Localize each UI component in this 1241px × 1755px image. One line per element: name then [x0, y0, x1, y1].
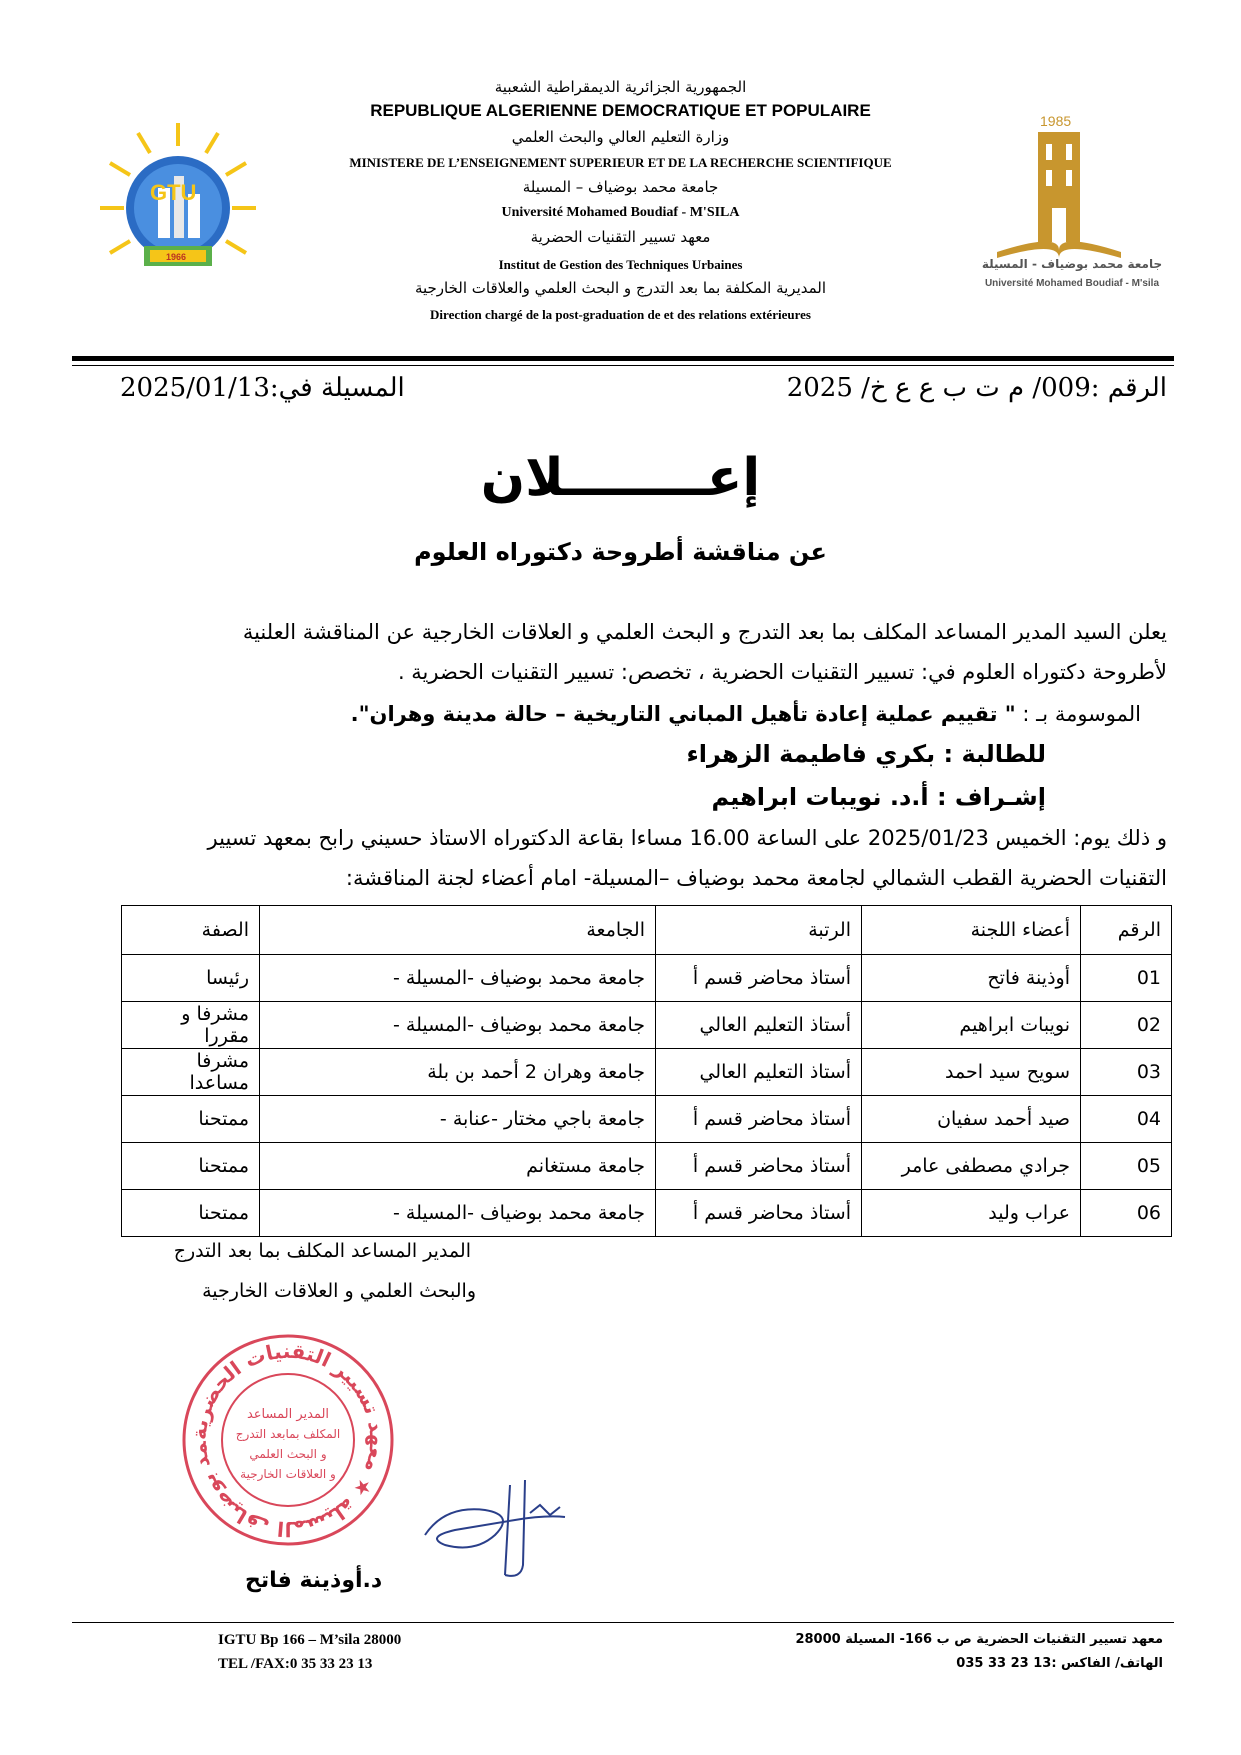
header-university-fr: Université Mohamed Boudiaf - M'SILA	[501, 205, 740, 220]
body-paragraph-1: يعلن السيد المدير المساعد المكلف بما بعد التدرج و البحث العلمي و العلاقات الخارجية عن المناقشة العلنية	[242, 620, 1167, 644]
signatory-title-line2: والبحث العلمي و العلاقات الخارجية	[202, 1280, 476, 1302]
signatory-name: د.أوذينة فاتح	[245, 1568, 383, 1593]
header-republic-ar: الجمهورية الجزائرية الديمقراطية الشعبية	[494, 78, 747, 96]
member-rank: أستاذ محاضر قسم أ	[656, 955, 862, 1002]
table-row	[122, 1049, 1172, 1096]
table-row	[122, 1002, 1172, 1049]
jury-table	[121, 905, 1172, 1237]
member-role: مشرفا مساعدا	[122, 1049, 260, 1096]
stamp-line-3: و البحث العلمي	[249, 1447, 327, 1461]
member-role: رئيسا	[122, 955, 260, 1002]
stamp-line-2: المكلف بمابعد التدرج	[235, 1427, 341, 1441]
table-header-row	[122, 906, 1172, 955]
column-header-role: الصفة	[122, 906, 260, 955]
member-rank: أستاذ التعليم العالي	[656, 1049, 862, 1096]
footer-phone-ar: الهاتف/ الفاكس :13 23 33 035	[956, 1656, 1163, 1671]
table-row	[122, 1143, 1172, 1190]
table-row	[122, 955, 1172, 1002]
gtu-year-badge: 1966	[166, 252, 187, 262]
official-stamp	[178, 1330, 398, 1550]
table-row	[122, 1096, 1172, 1143]
member-name: صيد أحمد سفيان	[862, 1096, 1081, 1143]
member-rank: أستاذ التعليم العالي	[656, 1002, 862, 1049]
member-role: ممتحنا	[122, 1096, 260, 1143]
gtu-letters: GTU	[150, 180, 197, 205]
stamp-line-1: المدير المساعد	[246, 1407, 330, 1422]
header-university-ar: جامعة محمد بوضياف – المسيلة	[522, 178, 719, 196]
university-logo-year: 1985	[1040, 113, 1072, 129]
header-divider-thick	[72, 356, 1174, 361]
footer-address-fr: IGTU Bp 166 – M’sila 28000	[218, 1632, 402, 1648]
member-rank: أستاذ محاضر قسم أ	[656, 1143, 862, 1190]
column-header-number: الرقم	[1081, 906, 1172, 955]
table-row	[122, 1190, 1172, 1237]
header-direction-ar: المديرية المكلفة بما بعد التدرج و البحث العلمي والعلاقات الخارجية	[414, 279, 827, 297]
body-paragraph-2: لأطروحة دكتوراه العلوم في: تسيير التقنيات الحضرية ، تخصص: تسيير التقنيات الحضرية .	[397, 660, 1167, 684]
stamp-ring-text: مد بوضياف المسيلة ★ معهد تسيير التقنيات الحضرية	[186, 1338, 390, 1542]
footer-divider	[72, 1622, 1174, 1623]
row-number: 03	[1081, 1049, 1172, 1096]
member-name: أوذينة فاتح	[862, 955, 1081, 1002]
signatory-title-line1: المدير المساعد المكلف بما بعد التدرج	[173, 1240, 471, 1262]
row-number: 04	[1081, 1096, 1172, 1143]
member-university: جامعة مستغانم	[260, 1143, 656, 1190]
column-header-university: الجامعة	[260, 906, 656, 955]
member-name: عراب وليد	[862, 1190, 1081, 1237]
row-number: 06	[1081, 1190, 1172, 1237]
row-number: 05	[1081, 1143, 1172, 1190]
header-institute-ar: معهد تسيير التقنيات الحضرية	[530, 228, 711, 246]
member-university: جامعة محمد بوضياف -المسيلة -	[260, 1190, 656, 1237]
footer-address-ar: معهد تسيير التقنيات الحضرية ص ب 166- المسيلة 28000	[795, 1632, 1163, 1647]
stamp-line-4: و العلاقات الخارجية	[240, 1467, 336, 1481]
header-divider-thin	[72, 365, 1174, 366]
header-direction-fr: Direction chargé de la post-graduation de et des relations extérieures	[430, 307, 811, 322]
supervisor-name: إشـراف : أ.د. نويبات ابراهيم	[711, 783, 1046, 811]
member-university: جامعة محمد بوضياف -المسيلة -	[260, 1002, 656, 1049]
member-role: مشرفا و مقررا	[122, 1002, 260, 1049]
handwritten-signature	[415, 1475, 575, 1585]
thesis-label: الموسومة بـ :	[1015, 702, 1141, 726]
member-university: جامعة محمد بوضياف -المسيلة -	[260, 955, 656, 1002]
body-paragraph-5: التقنيات الحضرية القطب الشمالي لجامعة محمد بوضياف –المسيلة- امام أعضاء لجنة المناقشة:	[345, 866, 1167, 890]
header-republic-fr: REPUBLIQUE ALGERIENNE DEMOCRATIQUE ET POPULAIRE	[370, 101, 871, 120]
university-logo-name-ar: جامعة محمد بوضياف - المسيلة	[981, 257, 1163, 271]
header-ministry-fr: MINISTERE DE L’ENSEIGNEMENT SUPERIEUR ET DE LA RECHERCHE SCIENTIFIQUE	[349, 155, 892, 170]
member-role: ممتحنا	[122, 1143, 260, 1190]
body-paragraph-4: و ذلك يوم: الخميس 2025/01/23 على الساعة 16.00 مساءا بقاعة الدكتوراه الاستاذ حسيني رابح بمعهد تسيير	[207, 826, 1167, 850]
university-logo-name-fr: Université Mohamed Boudiaf - M'sila	[984, 278, 1160, 289]
thesis-title: " تقييم عملية إعادة تأهيل المباني التاريخية – حالة مدينة وهران".	[350, 702, 1016, 726]
student-name: للطالبة : بكري فاطيمة الزهراء	[686, 740, 1046, 768]
member-rank: أستاذ محاضر قسم أ	[656, 1096, 862, 1143]
page-title: إعــــــــلان	[480, 448, 761, 508]
column-header-rank: الرتبة	[656, 906, 862, 955]
column-header-member: أعضاء اللجنة	[862, 906, 1081, 955]
member-name: نويبات ابراهيم	[862, 1002, 1081, 1049]
page-subtitle: عن مناقشة أطروحة دكتوراه العلوم	[414, 538, 827, 566]
member-university: جامعة باجي مختار -عنابة -	[260, 1096, 656, 1143]
member-university: جامعة وهران 2 أحمد بن بلة	[260, 1049, 656, 1096]
header-ministry-ar: وزارة التعليم العالي والبحث العلمي	[511, 128, 730, 146]
member-rank: أستاذ محاضر قسم أ	[656, 1190, 862, 1237]
place-date: المسيلة في:2025/01/13	[120, 373, 405, 403]
member-name: سويح سيد احمد	[862, 1049, 1081, 1096]
reference-number: الرقم :009/ م ت ب ع ع خ/ 2025	[786, 373, 1167, 403]
footer-phone-fr: TEL /FAX:0 35 33 23 13	[218, 1656, 373, 1672]
member-role: ممتحنا	[122, 1190, 260, 1237]
row-number: 01	[1081, 955, 1172, 1002]
body-paragraph-3	[351, 702, 1141, 726]
row-number: 02	[1081, 1002, 1172, 1049]
member-name: جرادي مصطفى عامر	[862, 1143, 1081, 1190]
header-institute-fr: Institut de Gestion des Techniques Urbaines	[498, 257, 743, 272]
